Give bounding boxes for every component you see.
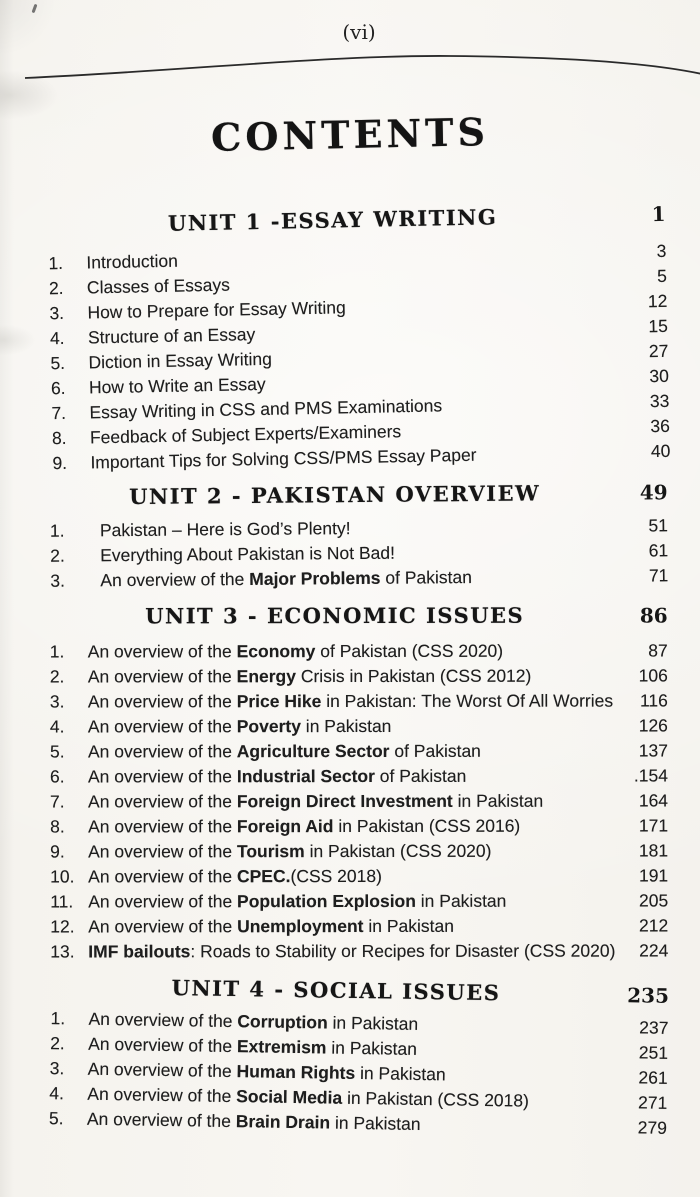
item-title-text: in Pakistan (327, 1012, 419, 1034)
item-title-text: An overview of the (88, 1008, 238, 1032)
item-number: 6. (49, 766, 65, 787)
item-page-number: 181 (638, 840, 669, 861)
item-page-number: 171 (638, 815, 669, 836)
item-title-bold: IMF bailouts (88, 941, 191, 962)
item-number: 7. (51, 402, 67, 424)
item-title-text: in Pakistan (363, 915, 454, 936)
page-folio: (vi) (342, 20, 376, 44)
unit-heading-label: UNIT 4 - SOCIAL ISSUES (171, 975, 501, 1006)
item-title (88, 664, 620, 690)
item-title-text: An overview of the (87, 641, 237, 662)
item-number: 3. (49, 302, 65, 324)
item-title-text: Diction in Essay Writing (88, 348, 273, 373)
item-title-text: in Pakistan (355, 1062, 446, 1085)
item-title-bold: Industrial Sector (236, 765, 375, 787)
item-page-number: 87 (648, 640, 668, 661)
item-number: 9. (52, 452, 68, 474)
item-page-number: 106 (638, 665, 668, 686)
toc-item (50, 663, 668, 689)
item-title-text: of Pakistan (CSS 2020) (315, 640, 504, 662)
item-title-bold: Major Problems (249, 567, 381, 589)
item-title (88, 814, 620, 840)
item-page-number: 15 (648, 315, 669, 337)
item-title-text: An overview of the (88, 816, 237, 837)
item-title-bold: Agriculture Sector (236, 740, 390, 762)
item-title-bold: Foreign Aid (236, 816, 334, 837)
unit-heading-label: UNIT 3 - ECONOMIC ISSUES (145, 602, 525, 629)
item-page-number: 251 (638, 1042, 669, 1063)
item-title-bold: Extremism (236, 1036, 327, 1058)
item-title-text: Crisis in Pakistan (CSS 2012) (295, 665, 532, 687)
item-number: 11. (50, 891, 74, 912)
item-page-number: .154 (633, 765, 669, 786)
item-title-text: Everything About Pakistan is Not Bad! (100, 542, 395, 566)
table-of-contents (48, 201, 671, 1138)
item-number: 9. (50, 841, 65, 862)
unit-page-number: 1 (651, 201, 666, 227)
item-title-text: (CSS 2018) (290, 865, 382, 887)
item-page-number: 237 (639, 1017, 669, 1038)
item-page-number: 224 (639, 940, 669, 961)
item-title-text: in Pakistan: The Worst Of All Worries (321, 690, 614, 712)
unit-heading-label: UNIT 2 - PAKISTAN OVERVIEW (129, 480, 541, 510)
item-number: 5. (50, 352, 66, 374)
item-title (88, 714, 620, 740)
unit-page-number: 86 (639, 603, 668, 628)
item-title-bold: Unemployment (237, 915, 364, 937)
item-page-number: 5 (656, 265, 668, 287)
toc-item (50, 913, 668, 939)
unit-page-number: 235 (627, 983, 670, 1008)
item-title-bold: Human Rights (236, 1061, 356, 1083)
item-page-number: 27 (648, 340, 669, 362)
toc-item (50, 563, 668, 593)
item-title-text: Essay Writing in CSS and PMS Examinations (89, 395, 443, 423)
item-title (88, 914, 620, 940)
item-number: 5. (48, 1108, 64, 1129)
toc-item (50, 713, 668, 739)
item-title-text: How to Write an Essay (88, 373, 266, 398)
item-page-number: 30 (649, 365, 670, 387)
toc-item (50, 813, 668, 839)
toc-item (50, 738, 668, 764)
item-page-number: 40 (650, 440, 671, 462)
item-title-bold: Price Hike (236, 691, 322, 712)
item-page-number: 51 (648, 515, 669, 536)
item-title-text: of Pakistan (389, 740, 481, 761)
unit-section-3 (50, 600, 669, 964)
unit-section-1 (47, 199, 670, 476)
item-title (88, 639, 620, 665)
item-title-text: : Roads to Stability or Recipes for Disaster (CSS 2020) (190, 940, 616, 962)
item-title-text: of Pakistan (374, 765, 467, 786)
item-title-text: of Pakistan (380, 567, 473, 588)
item-number: 1. (49, 520, 65, 541)
toc-item (50, 838, 668, 864)
item-page-number: 279 (637, 1117, 668, 1138)
item-title-text: Important Tips for Solving CSS/PMS Essay Paper (90, 444, 477, 473)
item-title-text: in Pakistan (326, 1037, 418, 1059)
item-number: 1. (48, 252, 64, 274)
item-title-text: in Pakistan (CSS 2016) (333, 815, 521, 837)
item-title-text: An overview of the (88, 1033, 238, 1057)
toc-item (50, 688, 668, 714)
item-title-text: in Pakistan (300, 715, 392, 737)
item-page-number: 164 (638, 790, 669, 811)
item-page-number: 61 (648, 540, 669, 561)
item-number: 13. (50, 941, 75, 962)
item-title-text: An overview of the (100, 568, 250, 591)
item-page-number: 261 (638, 1067, 668, 1088)
toc-item (50, 863, 668, 889)
item-title (88, 839, 620, 865)
item-title-bold: Economy (236, 641, 316, 662)
toc-item (50, 788, 668, 814)
item-title-bold: Corruption (237, 1011, 328, 1033)
item-title-bold: Social Media (236, 1086, 343, 1108)
item-title-bold: Population Explosion (237, 890, 416, 912)
item-title (88, 864, 620, 890)
item-page-number: 271 (637, 1092, 668, 1113)
item-number: 3. (49, 1058, 65, 1079)
unit-heading (50, 477, 668, 512)
scan-speck (32, 4, 38, 13)
item-number: 3. (50, 570, 66, 591)
item-page-number: 33 (649, 390, 670, 412)
item-title-bold: Tourism (236, 841, 305, 862)
item-title-text: An overview of the (87, 1083, 237, 1107)
item-title-text: An overview of the (87, 766, 237, 787)
item-title-text: in Pakistan (CSS 2020) (304, 840, 492, 862)
item-number: 4. (49, 1083, 65, 1104)
item-number: 4. (49, 327, 65, 349)
item-page-number: 191 (638, 865, 669, 886)
item-title-text: An overview of the (88, 891, 238, 912)
header-rule (0, 50, 700, 90)
toc-item (50, 938, 668, 964)
item-title (88, 739, 620, 765)
item-number: 2. (50, 1033, 65, 1054)
item-page-number: 12 (647, 290, 668, 312)
item-page-number: 212 (639, 915, 669, 936)
item-page-number: 126 (638, 715, 668, 736)
unit-section-4 (49, 971, 669, 1141)
item-number: 8. (50, 816, 65, 837)
toc-item (50, 888, 668, 914)
page-title: CONTENTS (210, 109, 490, 160)
unit-heading-label: UNIT 1 -ESSAY WRITING (167, 204, 498, 236)
item-number: 10. (50, 866, 75, 887)
item-number: 2. (50, 545, 65, 566)
toc-item (50, 763, 668, 789)
item-number: 3. (49, 691, 65, 712)
unit-heading (50, 600, 668, 631)
item-title-text: Classes of Essays (86, 274, 231, 298)
item-title-text: in Pakistan (329, 1112, 421, 1134)
item-title-text: in Pakistan (452, 790, 544, 811)
item-page-number: 137 (638, 740, 668, 761)
item-title-text: An overview of the (87, 741, 237, 762)
item-page-number: 71 (648, 565, 669, 586)
item-title (88, 764, 620, 790)
item-title-text: Introduction (86, 250, 179, 273)
item-number: 4. (49, 716, 65, 737)
item-title-bold: Energy (236, 666, 296, 687)
unit-heading (51, 971, 669, 1011)
toc-item (50, 638, 668, 664)
item-title-text: Pakistan – Here is God’s Plenty! (99, 518, 351, 541)
item-title-text: in Pakistan (CSS 2018) (342, 1087, 530, 1111)
unit-page-number: 49 (639, 480, 668, 505)
item-title-text: An overview of the (87, 666, 237, 687)
item-number: 8. (51, 427, 67, 449)
unit-section-2 (50, 477, 669, 593)
item-title-text: Feedback of Subject Experts/Examiners (89, 421, 402, 448)
item-title (88, 889, 620, 915)
item-title (88, 939, 620, 965)
item-title-text: An overview of the (87, 691, 237, 712)
item-title-text: An overview of the (88, 916, 238, 937)
unit-heading (47, 199, 665, 241)
item-title-bold: Foreign Direct Investment (236, 790, 453, 812)
item-number: 12. (50, 916, 75, 937)
item-title-bold: Poverty (236, 716, 301, 737)
item-title-bold: CPEC. (236, 866, 291, 887)
item-title-text: in Pakistan (415, 890, 507, 911)
item-number: 1. (50, 1008, 66, 1029)
item-page-number: 205 (638, 890, 669, 911)
item-number: 5. (49, 741, 65, 762)
item-title-text: An overview of the (87, 1058, 237, 1082)
item-number: 2. (49, 666, 65, 687)
item-number: 2. (48, 277, 64, 299)
item-title (100, 564, 620, 594)
item-number: 7. (50, 791, 65, 812)
item-title-text: Structure of an Essay (87, 324, 256, 348)
item-number: 6. (50, 377, 66, 399)
item-title-bold: Brain Drain (235, 1111, 331, 1133)
item-title-text: An overview of the (87, 716, 237, 737)
item-page-number: 36 (650, 415, 671, 437)
item-title-text: An overview of the (88, 791, 237, 812)
item-title-text: How to Prepare for Essay Writing (87, 297, 346, 323)
item-number: 1. (49, 641, 65, 662)
item-title-text: An overview of the (88, 866, 238, 887)
item-title-text: An overview of the (88, 841, 237, 862)
item-title (88, 689, 620, 715)
item-page-number: 116 (639, 690, 668, 711)
item-title-text: An overview of the (86, 1108, 236, 1132)
item-title (88, 789, 620, 815)
item-page-number: 3 (656, 240, 667, 262)
